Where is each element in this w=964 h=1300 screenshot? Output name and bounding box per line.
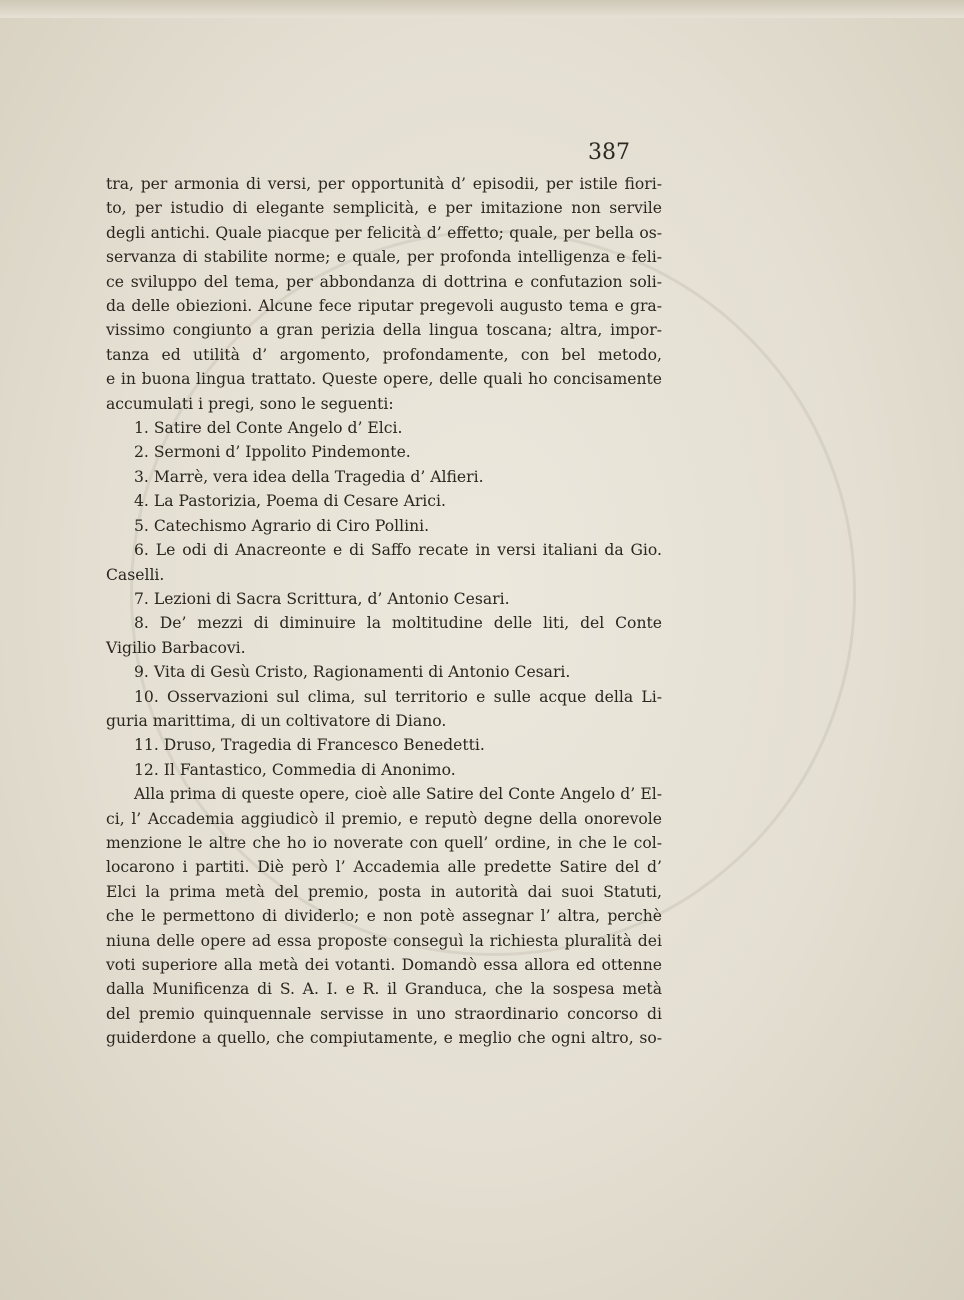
list-item: 4. La Pastorizia, Poema di Cesare Arici. (134, 492, 446, 511)
text-line: locarono i partiti. Diè però l’ Accademia alle predette Satire del d’ (106, 858, 662, 877)
list-item: 2. Sermoni d’ Ippolito Pindemonte. (134, 443, 411, 462)
text-line: to, per istudio di elegante semplicità, e per imitazione non servile (106, 199, 662, 218)
text-line: niuna delle opere ad essa proposte conseguì la richiesta pluralità dei (106, 931, 662, 950)
text-line: voti superiore alla metà dei votanti. Domandò essa allora ed ottenne (106, 956, 662, 974)
text-line: del premio quinquennale servisse in uno straordinario concorso di (106, 1004, 662, 1023)
text-line: e in buona lingua trattato. Queste opere, delle quali ho concisamente (106, 370, 662, 389)
text-line: vissimo congiunto a gran perizia della lingua toscana; altra, impor- (106, 321, 662, 340)
text-line: da delle obiezioni. Alcune fece riputar pregevoli augusto tema e gra- (106, 297, 662, 316)
list-item: 12. Il Fantastico, Commedia di Anonimo. (134, 760, 456, 779)
list-item: 1. Satire del Conte Angelo d’ Elci. (134, 419, 403, 438)
page-number: 387 (588, 140, 630, 165)
text-line: tanza ed utilità d’ argomento, profondamente, con bel metodo, (106, 345, 662, 364)
list-item: 6. Le odi di Anacreonte e di Saffo recate in versi italiani da Gio. (134, 541, 662, 560)
list-item: 7. Lezioni di Sacra Scrittura, d’ Antonio Cesari. (134, 589, 510, 608)
text-line: accumulati i pregi, sono le seguenti: (106, 394, 394, 413)
list-item: 8. De’ mezzi di diminuire la moltitudine delle liti, del Conte (134, 614, 662, 633)
text-line: menzione le altre che ho io noverate con quell’ ordine, in che le col- (106, 833, 662, 852)
text-line: dalla Munificenza di S. A. I. e R. il Granduca, che la sospesa metà (106, 980, 662, 999)
text-line: servanza di stabilite norme; e quale, per profonda intelligenza e feli- (106, 248, 662, 267)
text-line: degli antichi. Quale piacque per felicità d’ effetto; quale, per bella os- (106, 223, 662, 242)
text-line: ci, l’ Accademia aggiudicò il premio, e reputò degne della onorevole (106, 809, 662, 828)
list-item-continuation: Vigilio Barbacovi. (106, 638, 246, 657)
text-line: guiderdone a quello, che compiutamente, e meglio che ogni altro, so- (106, 1029, 662, 1048)
list-item: 11. Druso, Tragedia di Francesco Benedetti. (134, 736, 485, 755)
text-line: ce sviluppo del tema, per abbondanza di dottrina e confutazion soli- (106, 272, 662, 291)
list-item: 3. Marrè, vera idea della Tragedia d’ Alfieri. (134, 467, 484, 486)
list-item-continuation: guria marittima, di un coltivatore di Diano. (106, 711, 447, 730)
text-line: Alla prima di queste opere, cioè alle Satire del Conte Angelo d’ El- (134, 785, 662, 804)
list-item-continuation: Caselli. (106, 565, 165, 584)
list-item: 5. Catechismo Agrario di Ciro Pollini. (134, 516, 430, 535)
list-item: 9. Vita di Gesù Cristo, Ragionamenti di Antonio Cesari. (134, 663, 571, 682)
text-line: Elci la prima metà del premio, posta in autorità dai suoi Statuti, (106, 882, 662, 901)
list-item: 10. Osservazioni sul clima, sul territorio e sulle acque della Li- (134, 687, 662, 706)
text-line: che le permettono di dividerlo; e non potè assegnar l’ altra, perchè (106, 907, 662, 926)
text-line: tra, per armonia di versi, per opportunità d’ episodii, per istile fiori- (106, 175, 662, 193)
body-text (106, 172, 662, 1051)
